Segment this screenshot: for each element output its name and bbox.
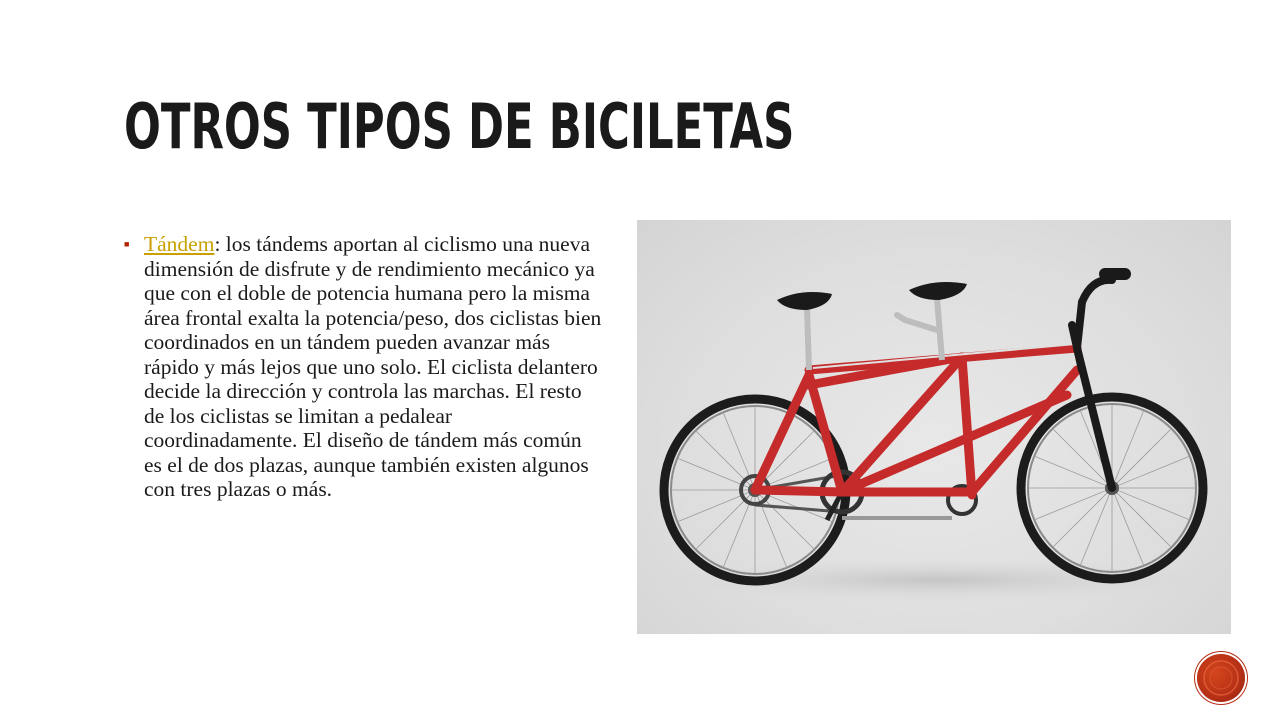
handlebar-grip [1099,268,1131,280]
handlebar [1082,280,1112,302]
tandem-link[interactable]: Tándem [144,232,215,256]
tandem-bicycle-image [637,220,1231,634]
bullet-text [144,232,604,502]
square-bullet-icon: ■ [124,239,130,249]
bullet-body: : los tándems aportan al ciclismo una nueva dimensión de disfrute y de rendimiento mecánico ya que con el doble de potencia humana pero la misma área frontal exalta la potencia/peso, dos ciclistas bien coordinados en un tándem pueden avanzar más rápido y más lejos que uno solo. El ciclista delantero decide la dirección y controla las marchas. El resto de los ciclistas se limitan a pedalear coordinadamente. El diseño de tándem más común es el de dos plazas, aunque también existen algunos con tres plazas o más. [144,232,602,501]
bullet-item [124,232,604,502]
rear-seat [777,292,832,370]
content-area [124,232,604,502]
slide-title: OTROS TIPOS DE BICILETAS [124,90,795,163]
slide-nav-icon [1197,654,1245,702]
tandem-bicycle-illustration [637,220,1231,634]
stoker-handlebar [897,315,937,330]
next-slide-button[interactable] [1197,654,1245,702]
